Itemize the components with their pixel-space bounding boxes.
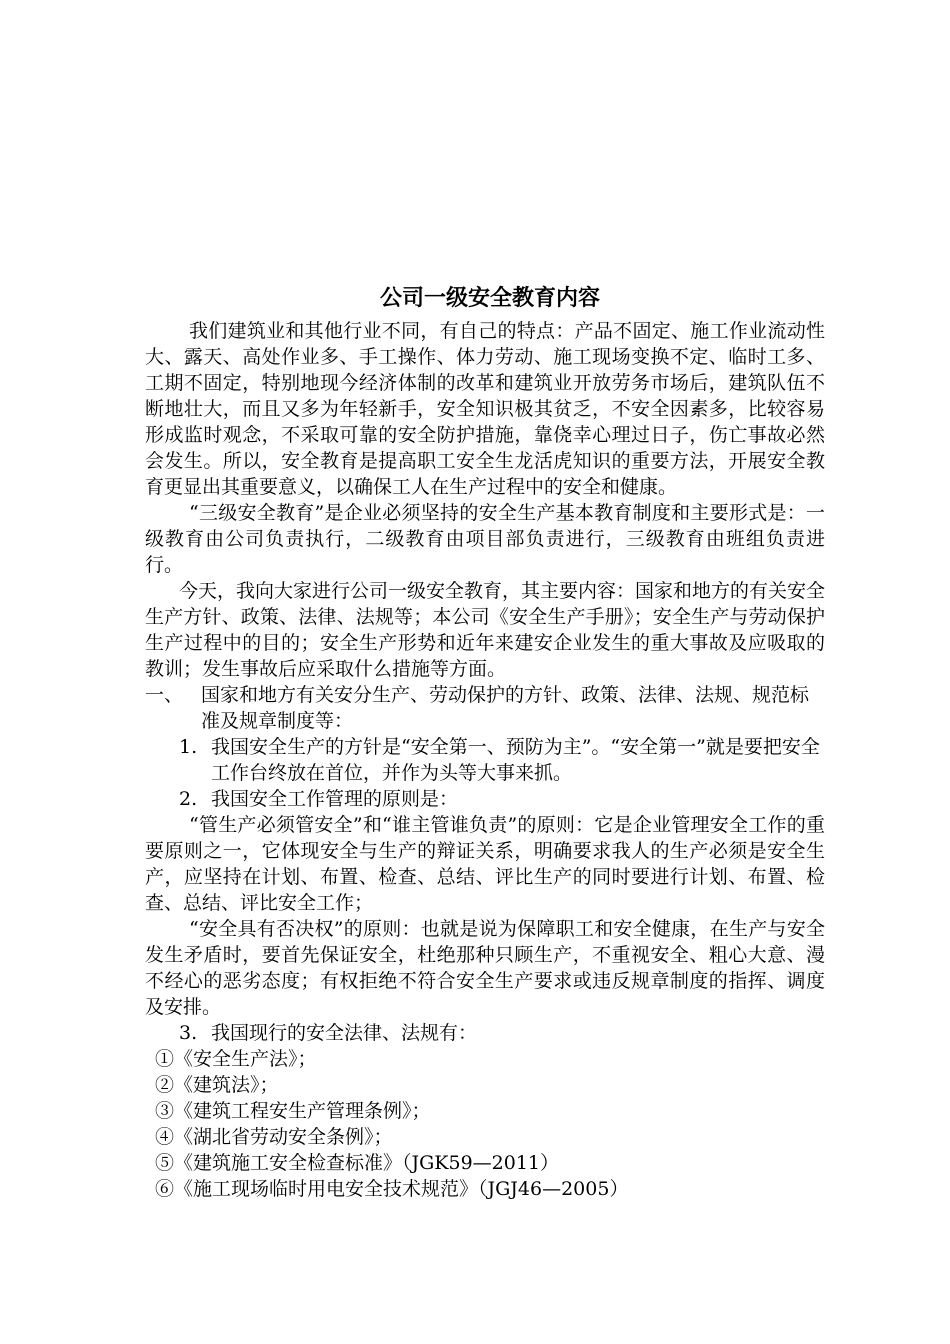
law-list-item: ③《建筑工程安生产管理条例》； [155,1100,431,1122]
intro-paragraph: 我们建筑业和其他行业不同，有自己的特点：产品不固定、施工作业流动性大、露天、高处作业多、手工操作、体力劳动、施工现场变换不定、临时工多、工期不固定，特别地现今经济体制的改革和建筑业开放劳务市场后，建筑队伍不断地壮大，而且又多为年轻新手，安全知识极其贫乏，不安全因素多，比较容易形成监时观念，不采取可靠的安全防护措施，靠侥幸心理过日子，伤亡事故必然会发生。所以，安全教育是提高职工安全生龙活虎知识的重要方法，开展安全教育更显出其重要意义，以确保工人在生产过程中的安全和健康。 [145,320,825,498]
law-list-item: ⑤《建筑施工安全检查标准》（JGK59—2011） [155,1152,560,1174]
list-item [145,1020,825,1046]
document-title: 公司一级安全教育内容 [379,286,600,311]
law-list-item: ②《建筑法》； [155,1074,279,1096]
principle-paragraph-2: “安全具有否决权”的原则：也就是说为保障职工和安全健康，在生产与安全发生矛盾时，要首先保证安全，杜绝那种只顾生产，不重视安全、粗心大意、漫不经心的恶劣态度；有权拒绝不符合安全生产要求或违反规章制度的指挥、调度及安排。 [145,918,825,1018]
law-list-item: ①《安全生产法》； [155,1048,317,1070]
today-paragraph: 今天，我向大家进行公司一级安全教育，其主要内容：国家和地方的有关安全生产方针、政策、法律、法规等；本公司《安全生产手册》；安全生产与劳动保护生产过程中的目的；安全生产形势和近年来建安企业发生的重大事故及应吸取的教训；发生事故后应采取什么措施等方面。 [145,580,826,680]
section-1-text: 国家和地方有关安分生产、劳动保护的方针、政策、法律、法规、规范标准及规章制度等： [201,684,810,732]
item-3-text: 我国现行的安全法律、法规有： [211,1022,478,1044]
document-page [145,284,825,1202]
section-1-heading [145,682,825,734]
three-level-paragraph: “三级安全教育”是企业必须坚持的安全生产基本教育制度和主要形式是：一级教育由公司负责执行，二级教育由项目部负责进行，三级教育由班组负责进行。 [145,502,825,576]
item-1-number: 1. [179,736,198,758]
item-2-number: 2. [179,788,198,810]
item-1-text: 我国安全生产的方针是“安全第一、预防为主”。“安全第一”就是要把安全工作台终放在首位，并作为头等大事来抓。 [211,736,820,784]
section-1-number: 一、 [145,684,184,706]
list-item [145,786,825,812]
item-2-text: 我国安全工作管理的原则是： [211,788,459,810]
list-item [145,734,825,786]
item-3-number: 3. [179,1022,198,1044]
principle-paragraph-1: “管生产必须管安全”和“谁主管谁负责”的原则：它是企业管理安全工作的重要原则之一，它体现安全与生产的辩证关系，明确要求我人的生产必须是安全生产，应坚持在计划、布置、检查、总结、评比生产的同时要进行计划、布置、检查、总结、评比安全工作； [145,814,825,914]
law-list-item: ⑥《施工现场临时用电安全技术规范》（JGJ46—2005） [155,1178,629,1200]
law-list-item: ④《湖北省劳动安全条例》； [155,1126,393,1148]
